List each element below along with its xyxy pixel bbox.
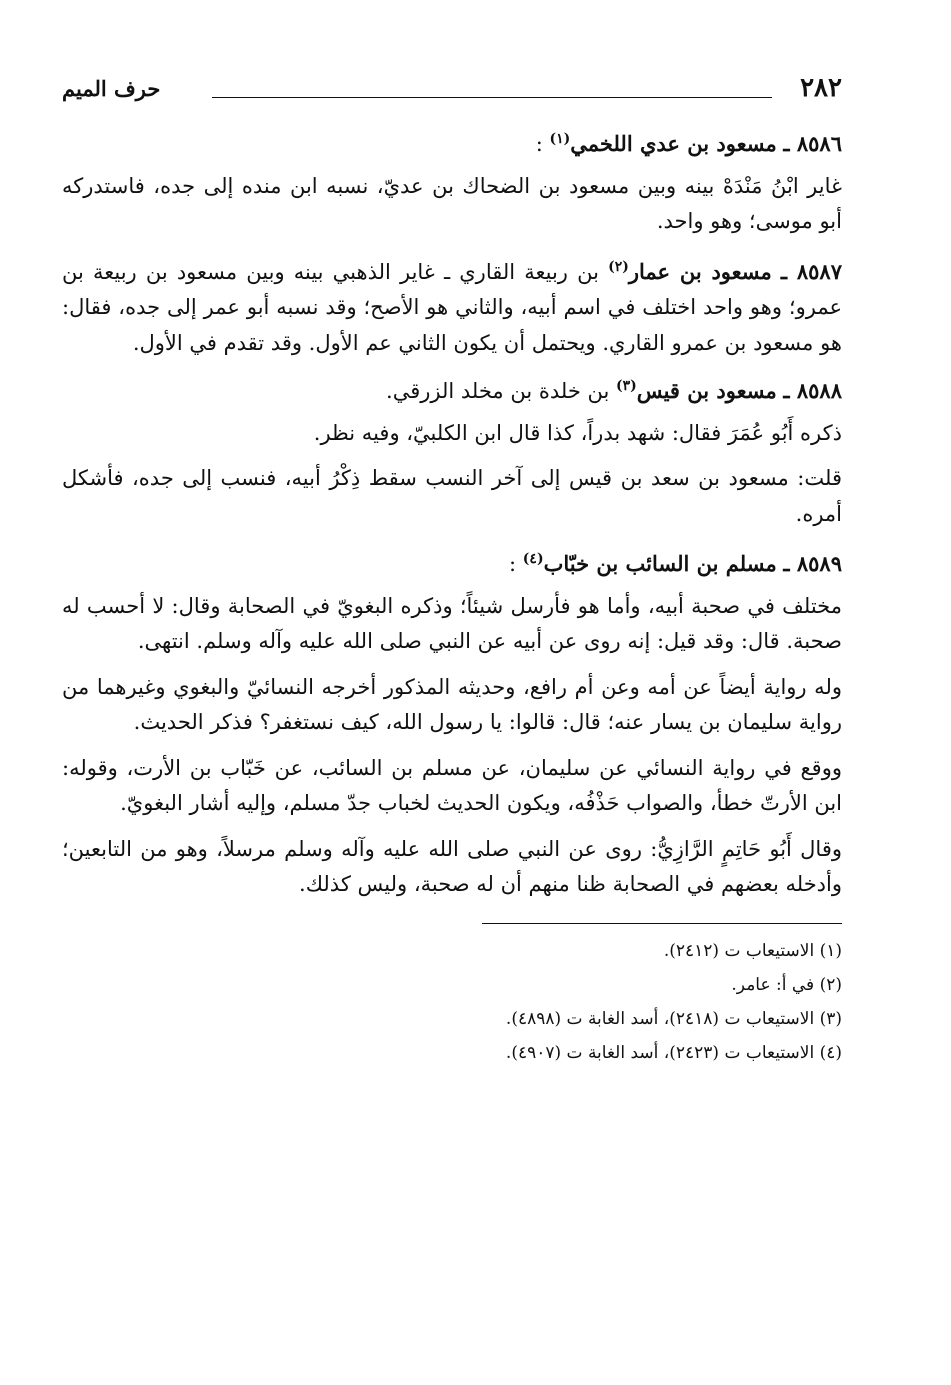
entry-number: ٨٥٨٩ ـ xyxy=(783,551,842,576)
paragraph: ذكره أَبُو عُمَرَ فقال: شهد بدراً، كذا قال ابن الكلبيّ، وفيه نظر. xyxy=(313,420,842,445)
entry-heading xyxy=(62,122,842,163)
entry-number: ٨٥٨٦ ـ xyxy=(783,131,842,156)
footnote: (٤) الاستيعاب ت (٢٤٢٣)، أسد الغابة ت (٤٩٠٧). xyxy=(505,1042,842,1063)
entry-number: ٨٥٨٨ ـ xyxy=(783,378,842,403)
entry-heading xyxy=(62,542,842,583)
page-header xyxy=(62,70,842,114)
entry-heading xyxy=(62,369,842,410)
entry-name: مسعود بن عدي اللخمي xyxy=(570,131,777,156)
footnote-ref: (٤) xyxy=(522,551,544,567)
entry-heading-text: : xyxy=(509,552,523,576)
entry-heading-text: : xyxy=(535,132,550,156)
page-number: ٢٨٢ xyxy=(800,73,842,103)
footnotes xyxy=(62,934,842,1070)
paragraph: مختلف في صحبة أبيه، وأما هو فأرسل شيئاً؛ وذكره البغويّ في الصحابة وقال: لا أحسب له صحبة. قال: وقد قيل: إنه روى عن أبيه عن النبي صلى الله عليه وآله وسلم. انتهى. xyxy=(62,593,842,653)
page-body xyxy=(62,122,842,903)
paragraph: ووقع في رواية النسائي عن سليمان، عن مسلم بن السائب، عن خَبّاب بن الأرت، وقوله: ابن الأرتّ خطأ، والصواب حَذْفُه، ويكون الحديث لخباب جدّ مسلم، وإليه أشار البغويّ. xyxy=(62,755,842,815)
footnote-ref: (٣) xyxy=(616,378,637,394)
header-rule xyxy=(212,97,772,98)
paragraph: وله رواية أيضاً عن أمه وعن أم رافع، وحديثه المذكور أخرجه النسائيّ والبغوي وغيرهما من رواية سليمان بن يسار عنه؛ قال: قالوا: يا رسول الله، كيف نستغفر؟ فذكر الحديث. xyxy=(62,674,842,734)
book-page xyxy=(62,70,842,1070)
entry-heading-text: بن ربيعة القاري ـ غاير الذهبي بينه وبين مسعود بن ربيعة بن عمرو؛ وهو واحد اختلف في اسم أبيه، والثاني هو الأصح؛ وقد نسبه أبو عمر إلى جده، فقال: هو مسعود بن عمرو القاري. ويحتمل أن يكون الثاني عم الأول. وقد تقدم في الأول. xyxy=(62,259,842,355)
footnote: (٢) في أ: عامر. xyxy=(731,974,842,995)
paragraph: غاير ابْنُ مَنْدَهْ بينه وبين مسعود بن الضحاك بن عديّ، نسبه ابن منده إلى جده، فاستدركه أبو موسى؛ وهو واحد. xyxy=(62,173,842,233)
entry-name: مسعود بن عمار xyxy=(628,258,772,284)
footnote-ref: (٢) xyxy=(608,258,629,275)
footnote-ref: (١) xyxy=(549,131,571,147)
running-title: حرف الميم xyxy=(62,76,161,101)
footnote: (١) الاستيعاب ت (٢٤١٢). xyxy=(663,940,842,961)
footnote: (٣) الاستيعاب ت (٢٤١٨)، أسد الغابة ت (٤٨٩٨). xyxy=(505,1008,842,1029)
entry-name: مسعود بن قيس xyxy=(636,378,777,403)
entry-number: ٨٥٨٧ ـ xyxy=(780,258,842,284)
entry-heading xyxy=(62,250,842,362)
footnote-rule xyxy=(482,923,842,924)
paragraph: وقال أَبُو حَاتِمٍ الرَّازِيُّ: روى عن النبي صلى الله عليه وآله وسلم مرسلاً، وهو من التابعين؛ وأدخله بعضهم في الصحابة ظنا منهم أن له صحبة، وليس كذلك. xyxy=(62,836,842,896)
paragraph: قلت: مسعود بن سعد بن قيس إلى آخر النسب سقط ذِكْرُ أبيه، فنسب إلى جده، فأشكل أمره. xyxy=(62,466,842,526)
entry-name: مسلم بن السائب بن خبّاب xyxy=(543,551,777,576)
entry-heading-text: بن خلدة بن مخلد الزرقي. xyxy=(386,379,617,403)
